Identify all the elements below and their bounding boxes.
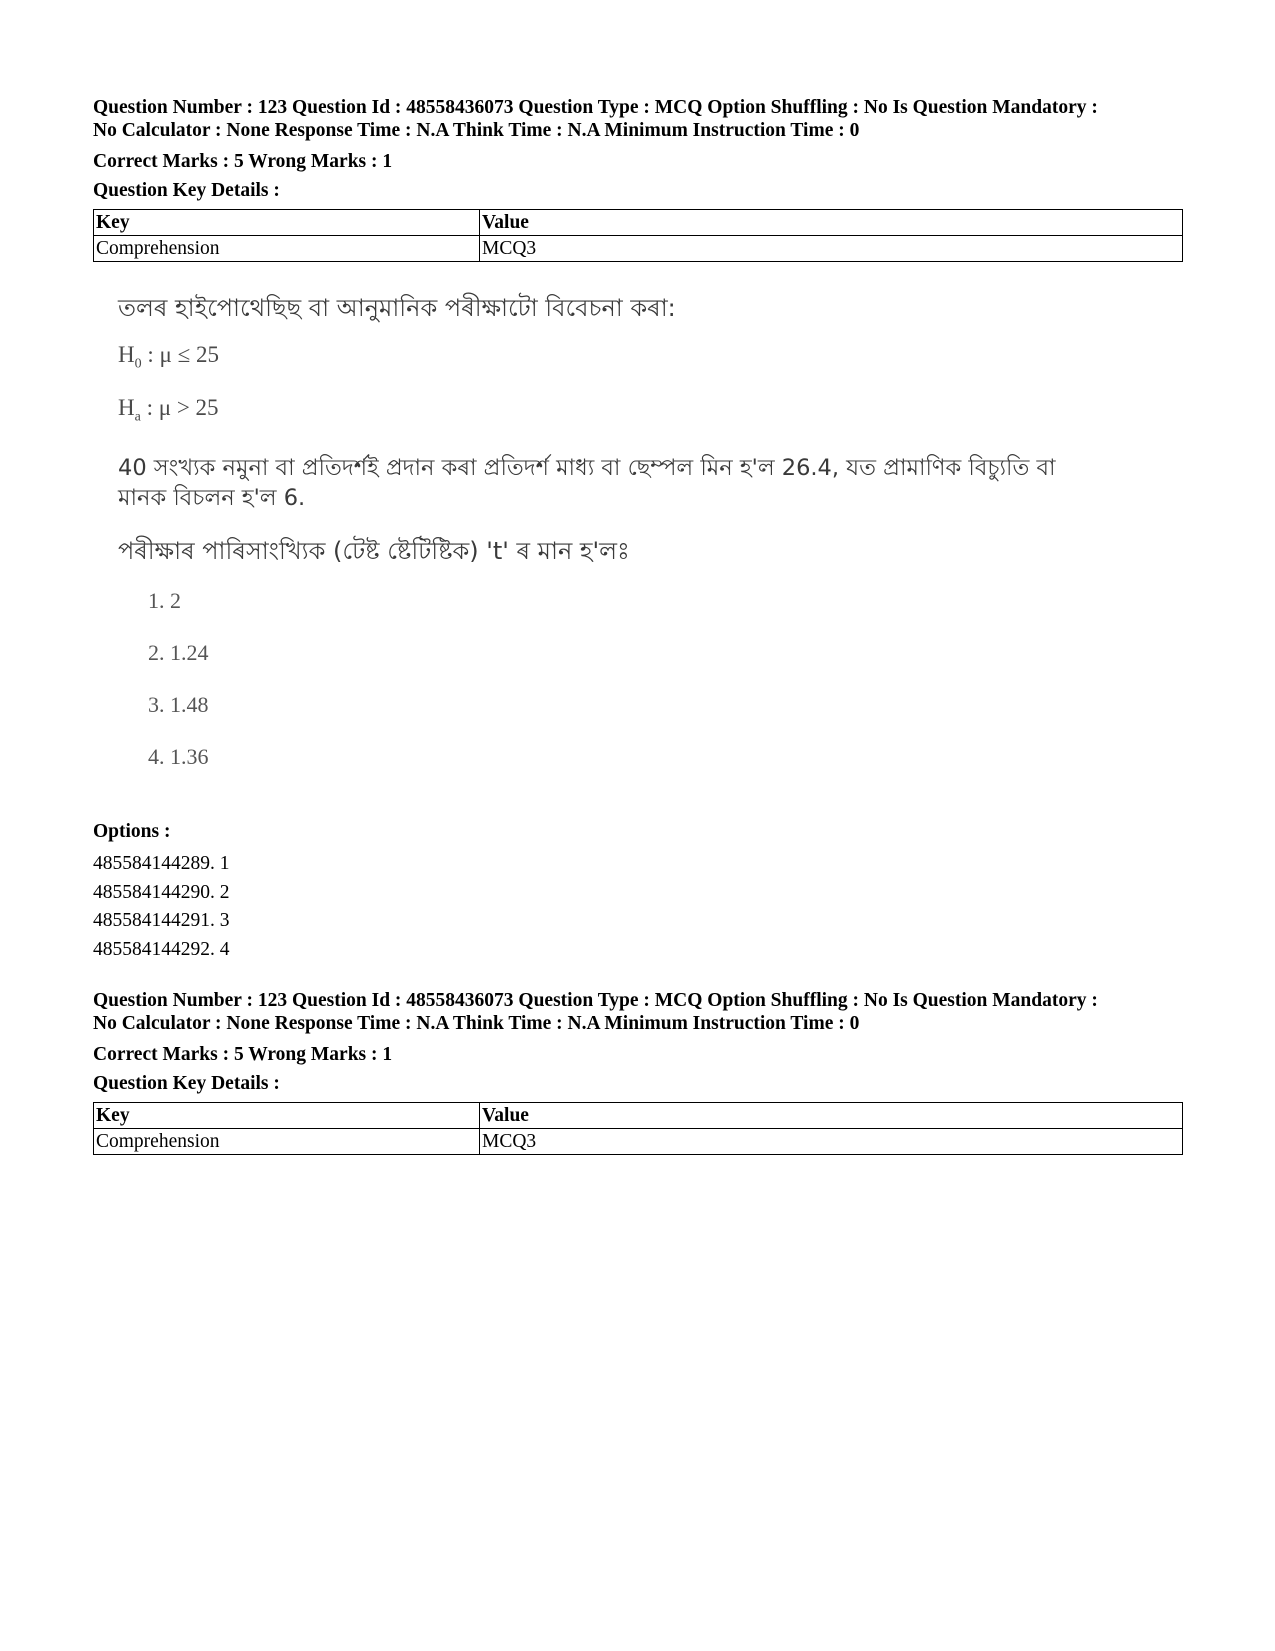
choice-item: 4. 1.36 [148,744,209,769]
choice-item: 2. 1.24 [148,640,209,665]
option-item: 485584144291. 3 [93,910,230,931]
h0-subscript: 0 [134,356,142,372]
question-meta-line-1: Question Number : 123 Question Id : 48558436073 Question Type : MCQ Option Shuffling : No Is Question Mandatory : [93,97,1098,118]
alternative-hypothesis [118,395,219,426]
table-header-row [94,210,1183,236]
marks-line: Correct Marks : 5 Wrong Marks : 1 [93,151,393,172]
choice-item: 1. 2 [148,588,181,613]
question-meta-line-2: No Calculator : None Response Time : N.A Think Time : N.A Minimum Instruction Time : 0 [93,1013,860,1034]
key-details-label: Question Key Details : [93,1073,280,1094]
table-cell-value: MCQ3 [480,236,1183,262]
option-item: 485584144292. 4 [93,938,230,960]
ha-condition: : μ > 25 [140,395,219,420]
table-row [94,1129,1183,1155]
question-meta-line-2: No Calculator : None Response Time : N.A Think Time : N.A Minimum Instruction Time : 0 [93,120,860,141]
table-header-key: Key [94,1103,480,1129]
choice-item: 3. 1.48 [148,692,209,717]
question-image [118,290,1178,810]
option-item: 485584144289. 1 [93,853,230,874]
question-paragraph-line-2: মানক বিচলন হ'ল 6. [118,485,306,511]
table-cell-value: MCQ3 [480,1129,1183,1155]
table-cell-key: Comprehension [94,1129,480,1155]
question-intro: তলৰ হাইপোথেছিছ বা আনুমানিক পৰীক্ষাটো বিবেচনা কৰা: [118,294,676,322]
marks-line: Correct Marks : 5 Wrong Marks : 1 [93,1044,393,1065]
table-header-value: Value [480,210,1183,236]
option-item: 485584144290. 2 [93,881,230,903]
key-details-table [93,1102,1183,1155]
h0-symbol: H [118,342,135,367]
question-text: পৰীক্ষাৰ পাৰিসাংখ্যিক (টেষ্ট ষ্টেটিষ্টিক) 't' ৰ মান হ'লঃ [118,537,630,565]
ha-subscript: a [134,409,141,425]
question-block-1 [93,96,1183,266]
table-cell-key: Comprehension [94,236,480,262]
question-meta-line-1: Question Number : 123 Question Id : 48558436073 Question Type : MCQ Option Shuffling : No Is Question Mandatory : [93,990,1098,1011]
options-list [93,850,230,964]
options-label: Options : [93,821,171,842]
key-details-table [93,209,1183,262]
table-header-key: Key [94,210,480,236]
question-paragraph-line-1: 40 সংখ্যক নমুনা বা প্ৰতিদৰ্শই প্ৰদান কৰা প্ৰতিদৰ্শ মাধ্য বা ছেম্পল মিন হ'ল 26.4, যত প্ৰামাণিক বিচ্যুতি বা [118,455,1056,481]
null-hypothesis [118,342,219,373]
table-row [94,236,1183,262]
ha-symbol: H [118,395,135,420]
h0-condition: : μ ≤ 25 [141,342,219,367]
table-header-value: Value [480,1103,1183,1129]
table-header-row [94,1103,1183,1129]
key-details-label: Question Key Details : [93,180,280,201]
question-block-2 [93,989,1183,1159]
